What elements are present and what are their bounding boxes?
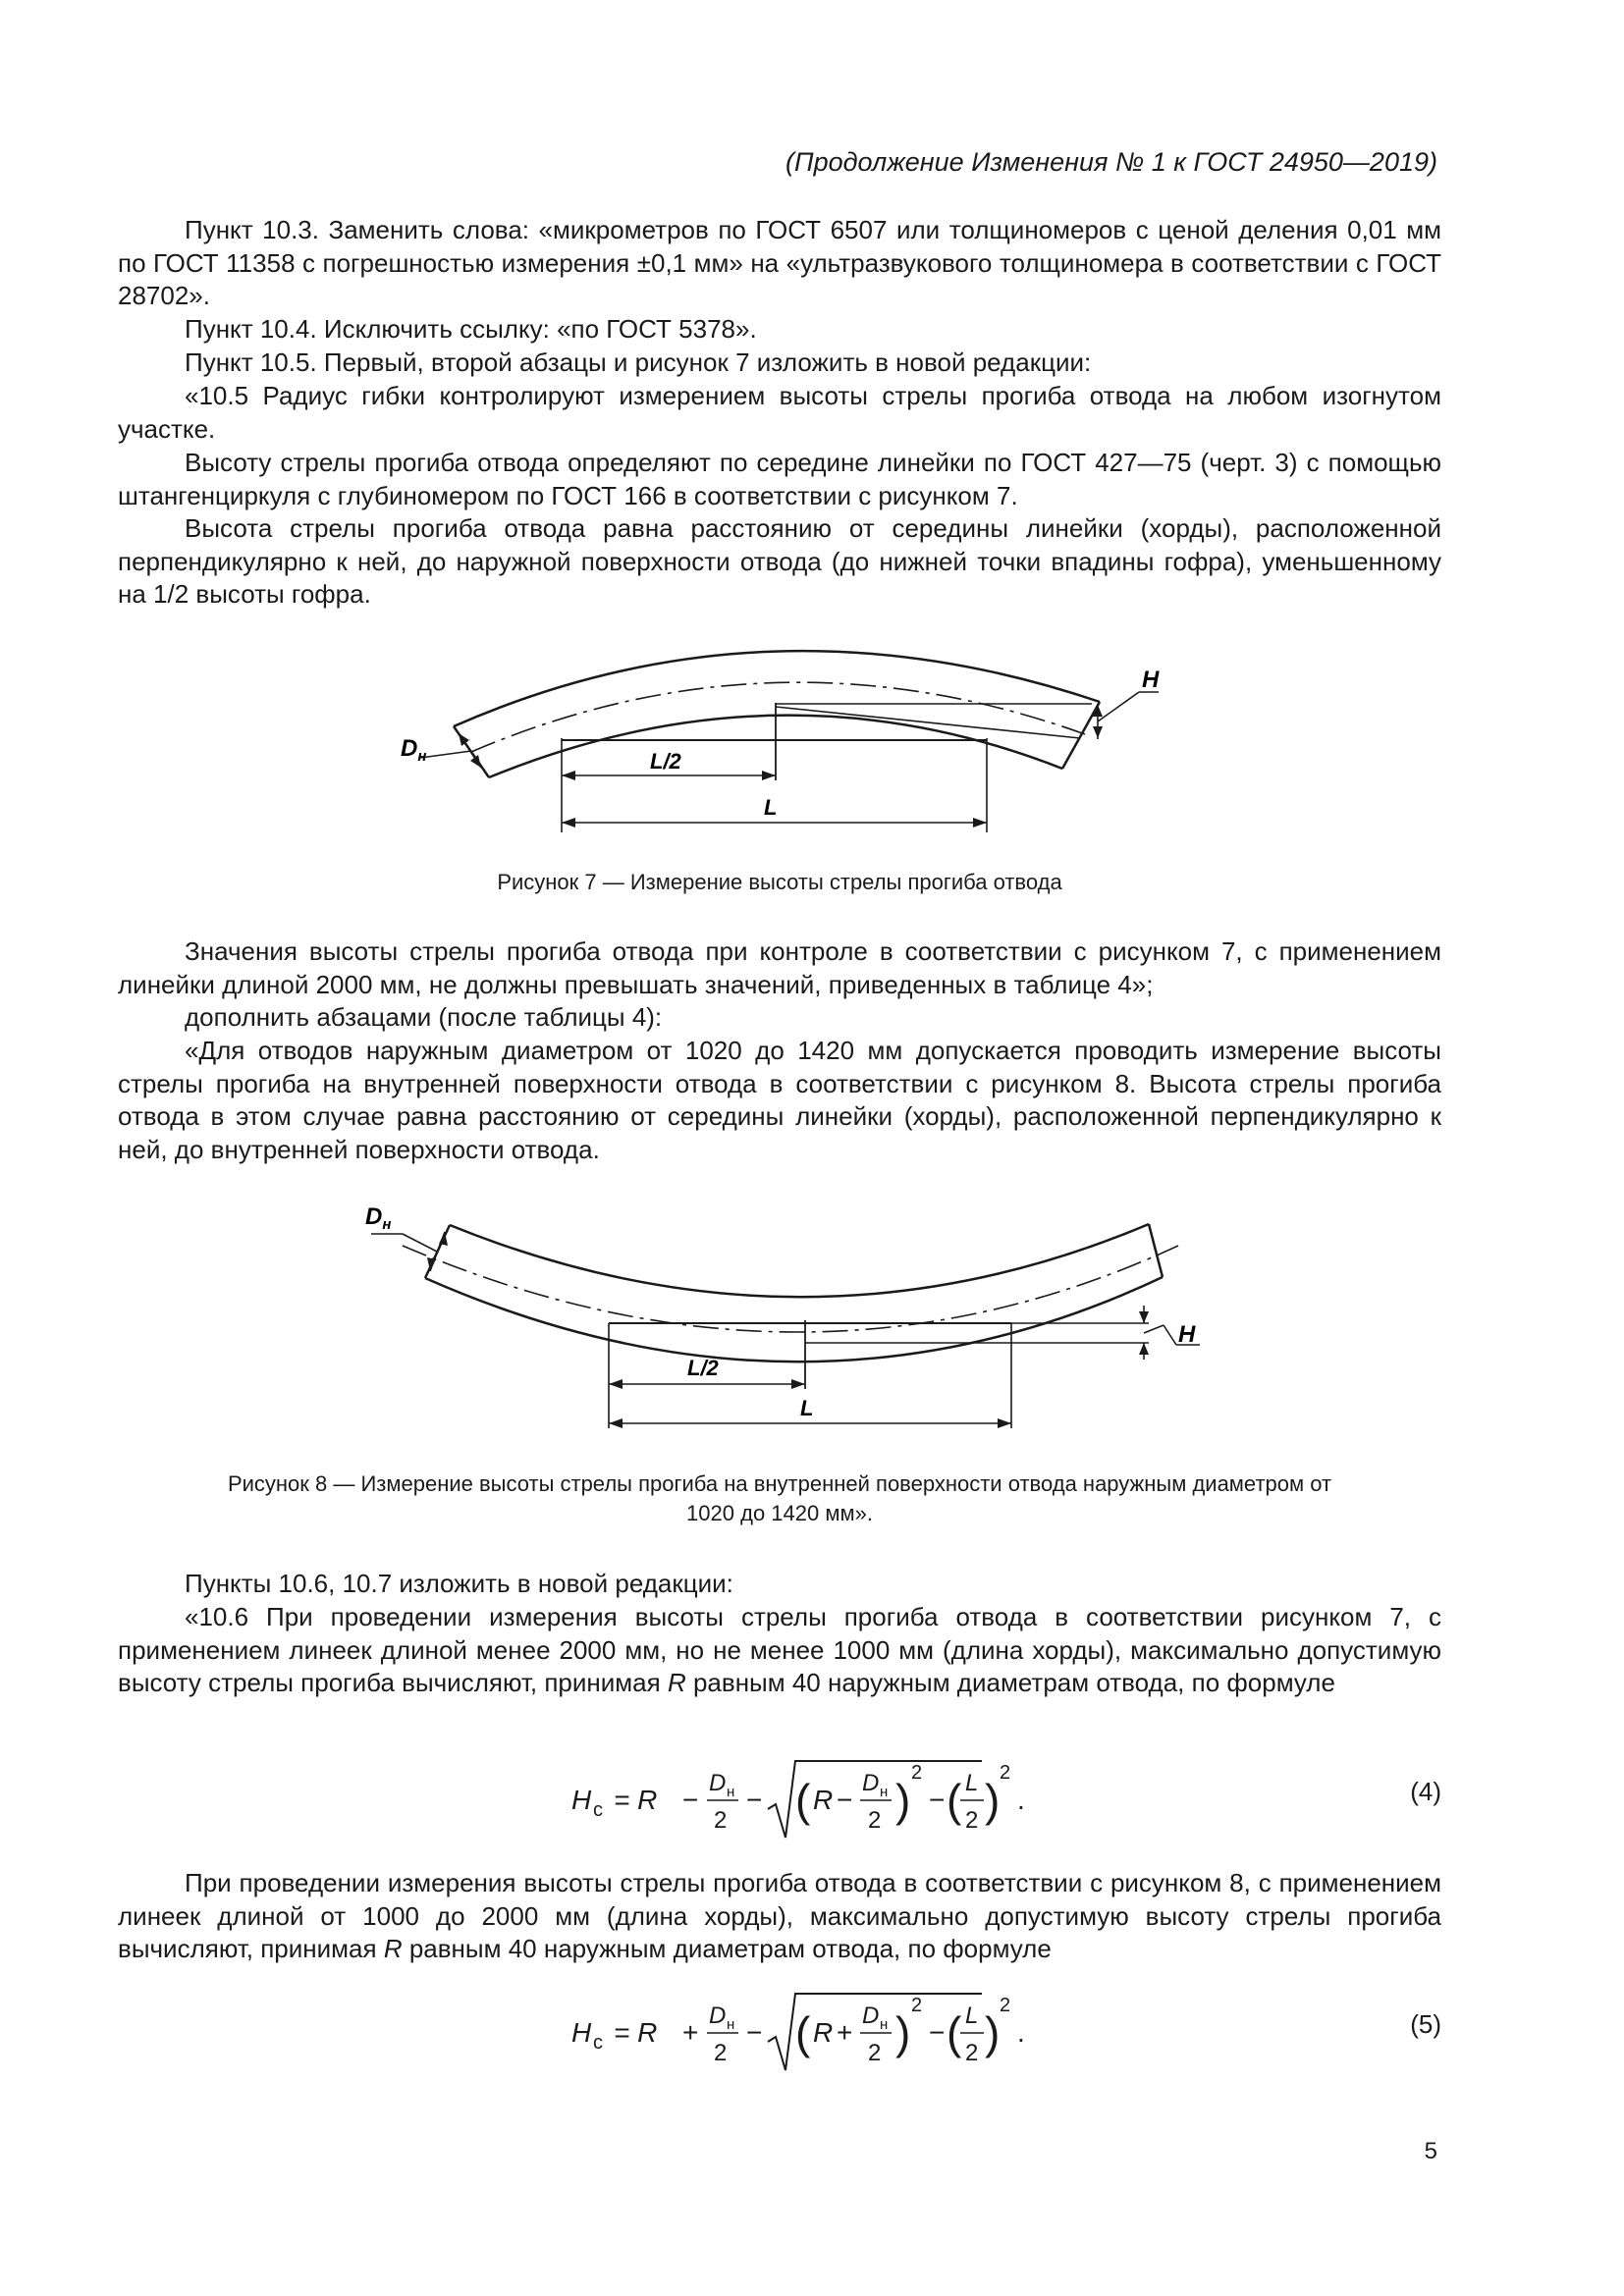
svg-text:−: − bbox=[746, 2017, 763, 2048]
pipe-end-right bbox=[1149, 1224, 1163, 1277]
h-leader-2 bbox=[1164, 1325, 1176, 1345]
pipe-inner-arc bbox=[425, 1277, 1163, 1362]
figure-8-diagram bbox=[344, 1183, 1247, 1438]
svg-text:с: с bbox=[593, 2032, 603, 2054]
svg-text:2: 2 bbox=[911, 1995, 923, 2016]
figure-7-diagram bbox=[393, 628, 1198, 844]
label-h: H bbox=[1142, 667, 1160, 693]
svg-text:−: − bbox=[929, 2017, 946, 2048]
svg-text:−: − bbox=[837, 1785, 853, 1815]
svg-text:2: 2 bbox=[714, 1807, 728, 1834]
svg-text:+: + bbox=[682, 2017, 699, 2048]
page-number: 5 bbox=[1424, 2138, 1437, 2164]
paragraph-height-definition: Высота стрелы прогиба отвода равна расстоянию от середины линейки (хорды), расположенной перпендикулярно к ней, до наружной поверхности отвода (до нижней точки впадины гофра), уменьшенному на 1/2 высоты гофра. bbox=[118, 513, 1441, 609]
label-l: L bbox=[800, 1396, 814, 1420]
svg-text:.: . bbox=[1017, 2017, 1025, 2048]
svg-text:н: н bbox=[880, 1784, 889, 1800]
svg-text:H: H bbox=[571, 1785, 592, 1815]
label-half-l: L/2 bbox=[650, 749, 681, 774]
label-half-l: L/2 bbox=[687, 1356, 719, 1380]
svg-text:): ) bbox=[895, 2007, 911, 2058]
paragraph-large-diameter: «Для отводов наружным диаметром от 1020 до 1420 мм допускается проводить измерение высоты стрелы прогиба на внутренней поверхности отвода в соответствии с рисунком 8. Высота стрелы прогиба отвода в этом случае равна расстоянию от середины линейки (хорды), расположенной перпендикулярно к ней, до внутренней поверхности отвода. bbox=[118, 1036, 1441, 1164]
arrow-half-left bbox=[609, 1379, 623, 1389]
svg-text:2: 2 bbox=[965, 2040, 979, 2066]
arrow-half-right bbox=[791, 1379, 805, 1389]
figure-8-caption-line-1: Рисунок 8 — Измерение высоты стрелы прогиба на внутренней поверхности отвода наружным диаметром от bbox=[227, 1471, 1332, 1496]
arrow-h-bottom bbox=[1139, 1343, 1149, 1355]
svg-text:2: 2 bbox=[1000, 1762, 1011, 1784]
chord-to-end bbox=[776, 707, 1080, 738]
svg-text:2: 2 bbox=[868, 2040, 882, 2066]
formula-5-number: (5) bbox=[1410, 2009, 1441, 2039]
arrow-d-bottom bbox=[470, 755, 481, 768]
pipe-outer-arc bbox=[450, 1224, 1149, 1297]
svg-text:2: 2 bbox=[911, 1762, 923, 1784]
svg-text:н: н bbox=[727, 2016, 735, 2033]
arrow-half-left bbox=[562, 771, 575, 780]
svg-text:+: + bbox=[837, 2017, 853, 2048]
h-leader bbox=[1144, 1325, 1164, 1333]
arrow-l-left bbox=[609, 1418, 623, 1428]
figure-8-caption-line-2: 1020 до 1420 мм». bbox=[686, 1501, 873, 1525]
formula-4-number: (4) bbox=[1410, 1777, 1441, 1806]
svg-text:−: − bbox=[746, 1785, 763, 1815]
paragraph-10-3: Пункт 10.3. Заменить слова: «микрометров по ГОСТ 6507 или толщиномеров с ценой деления 0,01 мм по ГОСТ 11358 с погрешностью измерения ±0,1 мм» на «ультразвукового толщиномера в соответствии с ГОСТ 28702». bbox=[118, 215, 1441, 310]
label-l: L bbox=[764, 795, 778, 820]
arrow-h-top bbox=[1139, 1311, 1149, 1323]
svg-text:D: D bbox=[862, 1770, 880, 1796]
d-leader bbox=[420, 751, 471, 758]
svg-text:R: R bbox=[813, 1785, 834, 1815]
figure-7-caption: Рисунок 7 — Измерение высоты стрелы прогиба отвода bbox=[497, 870, 1062, 894]
svg-text:(: ( bbox=[947, 1775, 962, 1826]
paragraph-supplement: дополнить абзацами (после таблицы 4): bbox=[185, 1002, 663, 1032]
formula-5-svg bbox=[118, 1980, 1441, 2088]
arrow-h-bottom bbox=[1093, 726, 1103, 738]
d-leader-2 bbox=[403, 1234, 437, 1252]
paragraph-figure-8-formula: При проведении измерения высоты стрелы прогиба отвода в соответствии с рисунком 8, с применением линеек длиной от 1000 до 2000 мм (длина хорды), максимально допустимую высоту стрелы прогиба вычисляют, принимая R равным 40 наружным диаметрам отвода, по формуле bbox=[118, 1868, 1441, 1963]
continuation-header: (Продолжение Изменения № 1 к ГОСТ 24950—2019) bbox=[785, 147, 1437, 177]
arrow-d-top bbox=[459, 733, 469, 746]
arrow-half-right bbox=[762, 771, 776, 780]
paragraph-10-5-text: «10.5 Радиус гибки контролируют измерением высоты стрелы прогиба отвода на любом изогнутом участке. bbox=[118, 381, 1441, 444]
svg-text:2: 2 bbox=[714, 2040, 728, 2066]
svg-text:L: L bbox=[965, 2002, 979, 2029]
paragraph-10-6-intro: Пункты 10.6, 10.7 изложить в новой редакции: bbox=[185, 1569, 733, 1598]
formula-4 bbox=[118, 1747, 1441, 1855]
svg-text:с: с bbox=[593, 1799, 603, 1821]
svg-text:н: н bbox=[727, 1784, 735, 1800]
label-d: $D_н$ bbox=[365, 1203, 392, 1233]
svg-text:): ) bbox=[895, 1775, 911, 1826]
paragraph-10-5-intro: Пункт 10.5. Первый, второй абзацы и рисунок 7 изложить в новой редакции: bbox=[185, 347, 1092, 377]
svg-text:(: ( bbox=[947, 2007, 962, 2058]
svg-text:): ) bbox=[985, 1775, 1001, 1826]
h-leader bbox=[1098, 692, 1139, 721]
paragraph-measure-method: Высоту стрелы прогиба отвода определяют по середине линейки по ГОСТ 427—75 (черт. 3) с помощью штангенциркуля с глубиномером по ГОСТ 166 в соответствии с рисунком 7. bbox=[118, 448, 1441, 510]
svg-text:н: н bbox=[880, 2016, 889, 2033]
paragraph-table-4: Значения высоты стрелы прогиба отвода при контроле в соответствии с рисунком 7, с применением линейки длиной 2000 мм, не должны превышать значений, приведенных в таблице 4»; bbox=[118, 936, 1441, 999]
pipe-end-right bbox=[1062, 702, 1100, 769]
svg-text:(: ( bbox=[795, 1775, 811, 1826]
label-h: H bbox=[1178, 1321, 1196, 1348]
svg-text:2: 2 bbox=[868, 1807, 882, 1834]
svg-text:2: 2 bbox=[1000, 1995, 1011, 2016]
svg-text:H: H bbox=[571, 2017, 592, 2048]
arrow-l-left bbox=[562, 818, 575, 828]
svg-text:2: 2 bbox=[965, 1807, 979, 1834]
svg-text:): ) bbox=[985, 2007, 1001, 2058]
arrow-l-right bbox=[998, 1418, 1011, 1428]
figure-8-caption bbox=[118, 1469, 1441, 1528]
svg-text:D: D bbox=[709, 1770, 727, 1796]
label-d: $D_н$ bbox=[401, 735, 427, 765]
arrow-l-right bbox=[973, 818, 987, 828]
svg-text:L: L bbox=[965, 1770, 979, 1796]
paragraph-10-6: «10.6 При проведении измерения высоты стрелы прогиба отвода в соответствии рисунком 7, с применением линеек длиной менее 2000 мм, но не менее 1000 мм (длина хорды), максимально допустимую высоту стрелы прогиба вычисляют, принимая R равным 40 наружным диаметрам отвода, по формуле bbox=[118, 1602, 1441, 1697]
formula-5 bbox=[118, 1980, 1441, 2088]
svg-text:D: D bbox=[862, 2002, 880, 2029]
svg-text:.: . bbox=[1017, 1785, 1025, 1815]
centerline-dashed bbox=[471, 682, 1085, 752]
svg-text:−: − bbox=[682, 1785, 699, 1815]
svg-text:= R: = R bbox=[614, 1785, 658, 1815]
svg-text:= R: = R bbox=[614, 2017, 658, 2048]
paragraph-10-4: Пункт 10.4. Исключить ссылку: «по ГОСТ 5378». bbox=[185, 314, 757, 344]
svg-text:−: − bbox=[929, 1785, 946, 1815]
formula-4-svg bbox=[118, 1747, 1441, 1855]
svg-text:(: ( bbox=[795, 2007, 811, 2058]
svg-text:R: R bbox=[813, 2017, 834, 2048]
svg-text:D: D bbox=[709, 2002, 727, 2029]
